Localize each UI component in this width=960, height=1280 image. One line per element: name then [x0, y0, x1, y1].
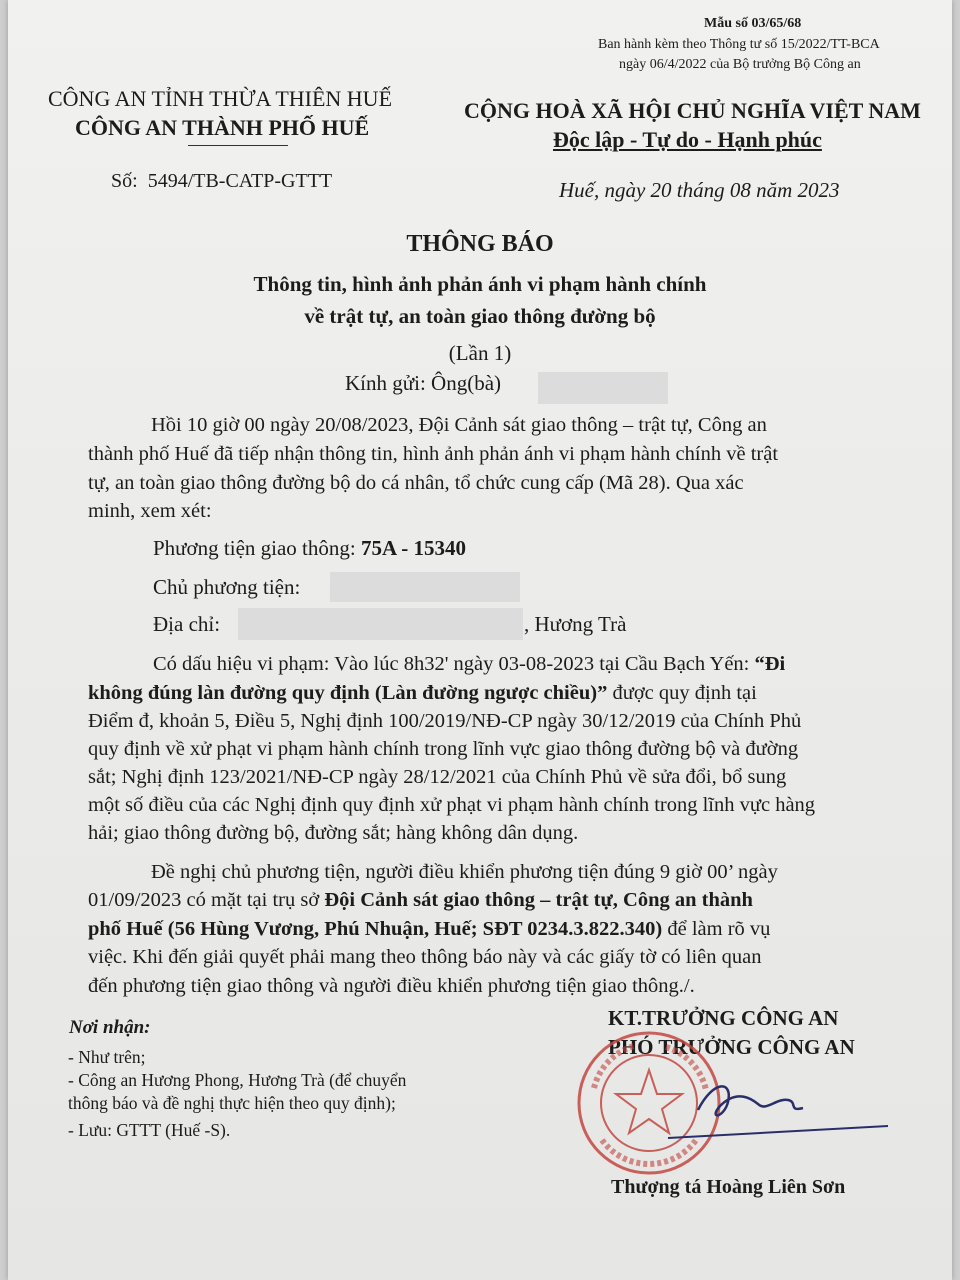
signature-title-1: KT.TRƯỞNG CÔNG AN — [608, 1006, 839, 1030]
recipients-item-2-cont: thông báo và đề nghị thực hiện theo quy định); — [68, 1093, 396, 1113]
nation-motto: Độc lập - Tự do - Hạnh phúc — [553, 127, 822, 152]
recipients-item-1: - Như trên; — [68, 1047, 146, 1067]
paragraph-2-line-4: quy định về xử phạt vi phạm hành chính trong lĩnh vực giao thông đường bộ và đường — [88, 738, 799, 760]
paragraph-2-line-6: một số điều của các Nghị định quy định xử phạt vi phạm hành chính trong lĩnh vực hàng — [88, 794, 816, 816]
recipient-line: Kính gửi: Ông(bà) — [345, 371, 502, 395]
signer-name: Thượng tá Hoàng Liên Sơn — [611, 1176, 846, 1198]
signature-title-2: PHÓ TRƯỞNG CÔNG AN — [608, 1035, 855, 1059]
agency-city: CÔNG AN THÀNH PHỐ HUẾ — [75, 115, 370, 140]
paragraph-3-line-4: việc. Khi đến giải quyết phải mang theo thông báo này và các giấy tờ có liên quan — [88, 946, 762, 968]
redacted-recipient-name — [538, 372, 668, 404]
address-suffix: , Hương Trà — [524, 612, 627, 636]
paragraph-2-line-2: không đúng làn đường quy định (Làn đường ngược chiều)” được quy định tại — [88, 682, 757, 704]
paragraph-1-line-3: tự, an toàn giao thông đường bộ do cá nhân, tổ chức cung cấp (Mã 28). Qua xác — [88, 472, 744, 494]
address-label: Địa chỉ: — [153, 612, 221, 636]
paragraph-2-line-3: Điểm đ, khoản 5, Điều 5, Nghị định 100/2019/NĐ-CP ngày 30/12/2019 của Chính Phủ — [88, 710, 802, 732]
paragraph-1-line-4: minh, xem xét: — [88, 500, 212, 522]
recipients-item-3: - Lưu: GTTT (Huế -S). — [68, 1120, 231, 1140]
recipients-heading: Nơi nhận: — [69, 1017, 151, 1038]
paragraph-1-line-1: Hồi 10 giờ 00 ngày 20/08/2023, Đội Cảnh sát giao thông – trật tự, Công an — [151, 414, 767, 436]
handwritten-signature-icon — [658, 1060, 898, 1150]
redacted-address — [238, 608, 523, 640]
redacted-owner — [330, 572, 520, 602]
document-page — [8, 0, 952, 1280]
form-number: Mẫu số 03/65/68 — [704, 16, 802, 31]
recipients-item-2: - Công an Hương Phong, Hương Trà (để chuyển — [68, 1070, 407, 1090]
agency-underline — [188, 145, 288, 146]
paragraph-2-line-7: hải; giao thông đường bộ, đường sắt; hàng không dân dụng. — [88, 822, 579, 844]
notice-count: (Lần 1) — [448, 341, 512, 365]
nation-title: CỘNG HOÀ XÃ HỘI CHỦ NGHĨA VIỆT NAM — [464, 98, 921, 123]
paragraph-3-line-1: Đề nghị chủ phương tiện, người điều khiển phương tiện đúng 9 giờ 00’ ngày — [151, 861, 778, 883]
owner-field: Chủ phương tiện: — [153, 575, 301, 599]
place-date: Huế, ngày 20 tháng 08 năm 2023 — [559, 178, 840, 202]
subtitle-line-2: về trật tự, an toàn giao thông đường bộ — [304, 304, 656, 328]
paragraph-3-line-3: phố Huế (56 Hùng Vương, Phú Nhuận, Huế; SĐT 0234.3.822.340) để làm rõ vụ — [88, 918, 771, 940]
paragraph-2-line-5: sắt; Nghị định 123/2021/NĐ-CP ngày 28/12/2021 của Chính Phủ về sửa đổi, bổ sung — [88, 766, 787, 788]
document-number: Số: 5494/TB-CATP-GTTT — [111, 170, 333, 192]
vehicle-field: Phương tiện giao thông: 75A - 15340 — [153, 536, 466, 560]
form-issuance-date: ngày 06/4/2022 của Bộ trưởng Bộ Công an — [619, 57, 861, 72]
subtitle-line-1: Thông tin, hình ảnh phản ánh vi phạm hành chính — [253, 272, 707, 296]
form-issuance: Ban hành kèm theo Thông tư số 15/2022/TT-BCA — [598, 37, 880, 52]
page-title: THÔNG BÁO — [406, 231, 554, 257]
paragraph-2-line-1: Có dấu hiệu vi phạm: Vào lúc 8h32' ngày 03-08-2023 tại Cầu Bạch Yến: “Đi — [153, 653, 786, 675]
paragraph-1-line-2: thành phố Huế đã tiếp nhận thông tin, hình ảnh phản ánh vi phạm hành chính về trật — [88, 443, 779, 465]
paragraph-3-line-2: 01/09/2023 có mặt tại trụ sở Đội Cảnh sát giao thông – trật tự, Công an thành — [88, 889, 753, 911]
agency-provincial: CÔNG AN TỈNH THỪA THIÊN HUẾ — [48, 86, 393, 111]
paragraph-3-line-5: đến phương tiện giao thông và người điều khiển phương tiện giao thông./. — [88, 975, 695, 997]
